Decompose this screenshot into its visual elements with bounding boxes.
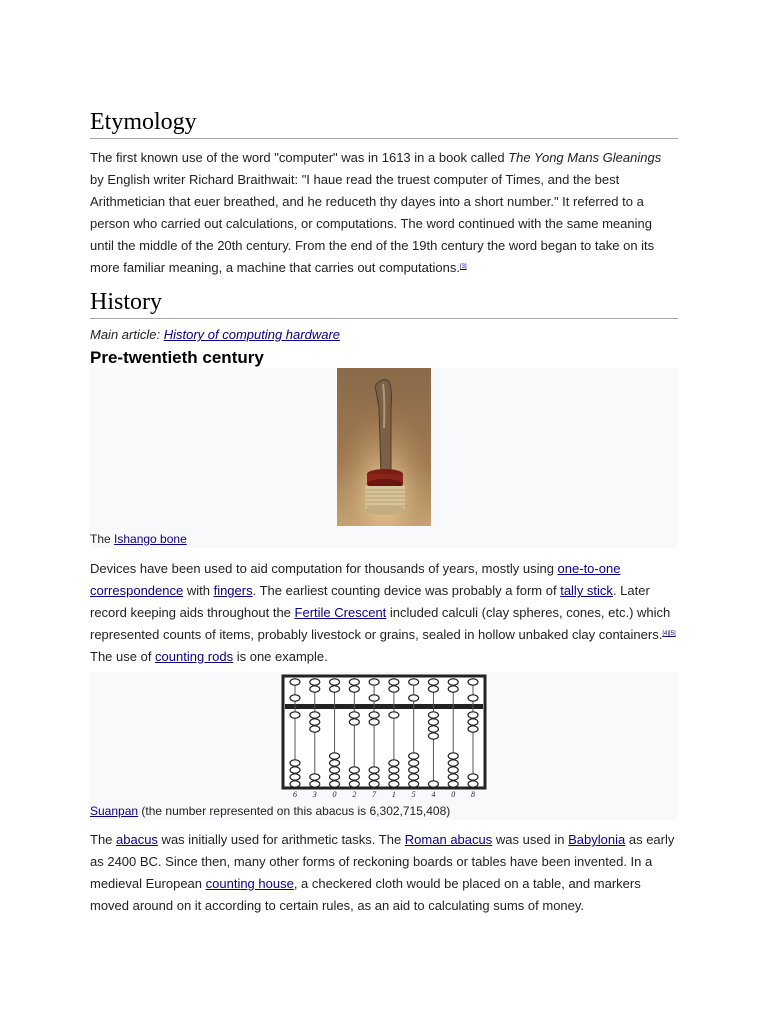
- abacus-bead: [428, 726, 438, 732]
- abacus-bead: [468, 712, 478, 718]
- babylonia-link[interactable]: Babylonia: [568, 832, 626, 847]
- devices-text-e: included calculi (clay spheres, cones, etc.) which represented counts of items, probably livestock or grains, sealed in hollow unbaked clay containers.: [90, 605, 671, 642]
- devices-text-c: . The earliest counting device was probably a form of: [252, 583, 561, 598]
- devices-text-a: Devices have been used to aid computation for thousands of years, mostly using: [90, 561, 558, 576]
- abacus-bead: [349, 686, 359, 692]
- abacus-bead: [310, 679, 320, 685]
- abacus-link[interactable]: abacus: [116, 832, 158, 847]
- abacus-bead: [428, 733, 438, 739]
- devices-text-b: with: [183, 583, 214, 598]
- abacus-bead: [448, 767, 458, 773]
- abacus-bead: [290, 760, 300, 766]
- abacus-bead: [389, 774, 399, 780]
- suanpan-figure: [90, 672, 678, 820]
- devices-text-d: . Later record keeping aids throughout the: [90, 583, 650, 620]
- abacus-bead: [330, 760, 340, 766]
- abacus-bead: [369, 695, 379, 701]
- abacus-digit-label: 8: [471, 790, 475, 799]
- abacus-bead: [349, 679, 359, 685]
- etymology-text-a: The first known use of the word "computer" was in 1613 in a book called: [90, 150, 509, 165]
- abacus-bead: [369, 767, 379, 773]
- main-article-link[interactable]: History of computing hardware: [163, 327, 341, 342]
- abacus-digit-label: 7: [372, 790, 377, 799]
- abacus-bead: [448, 686, 458, 692]
- abacus-digit-label: 5: [411, 790, 416, 799]
- abacus-bead: [409, 753, 419, 759]
- fertile-crescent-link[interactable]: Fertile Crescent: [294, 605, 387, 620]
- abacus-bead: [290, 774, 300, 780]
- hatnote-prefix: Main article:: [90, 327, 164, 342]
- abacus-bead: [349, 719, 359, 725]
- abacus-bead: [369, 719, 379, 725]
- abacus-bead: [369, 679, 379, 685]
- counting-house-link[interactable]: counting house: [205, 876, 294, 891]
- abacus-bead: [468, 726, 478, 732]
- abacus-bead: [310, 726, 320, 732]
- abacus-bead: [468, 679, 478, 685]
- abacus-bead: [389, 686, 399, 692]
- abacus-digit-label: 1: [391, 790, 396, 799]
- abacus-bead: [330, 767, 340, 773]
- abacus-bead: [369, 712, 379, 718]
- abacus-text-e: , a checkered cloth would be placed on a table, and markers moved around on it according to certain rules, as an aid to calculating sums of money.: [90, 876, 641, 913]
- abacus-digit-label: 2: [352, 790, 357, 799]
- etymology-heading: Etymology: [90, 108, 678, 139]
- abacus-bead: [389, 781, 399, 787]
- abacus-bead: [310, 781, 320, 787]
- history-heading: History: [90, 288, 678, 319]
- abacus-bead: [369, 781, 379, 787]
- abacus-bead: [448, 753, 458, 759]
- abacus-text-a: The: [90, 832, 117, 847]
- abacus-bead: [468, 695, 478, 701]
- abacus-bead: [409, 679, 419, 685]
- ishango-bone-image: [337, 368, 431, 526]
- abacus-bead: [409, 695, 419, 701]
- abacus-bead: [310, 686, 320, 692]
- abacus-bead: [468, 774, 478, 780]
- abacus-bead: [290, 679, 300, 685]
- reference-link[interactable]: [4][5]: [662, 631, 676, 637]
- ishango-caption: [90, 530, 187, 548]
- abacus-bead: [468, 781, 478, 787]
- abacus-bead: [290, 695, 300, 701]
- abacus-bead: [310, 774, 320, 780]
- etymology-text-b: by English writer Richard Braithwait: "I haue read the truest computer of Times, and the best Arithmetician that euer breathed, and he reduceth thy dayes into a short number." It referred to a person who carried out calculations, or computations. The word continued with the same meaning until the middle of the 20th century. From the end of the 19th century the word began to take on its more familiar meaning, a machine that carries out computations.: [90, 172, 655, 275]
- ishango-bone-link[interactable]: Ishango bone: [114, 532, 187, 546]
- abacus-digit-label: 0: [332, 790, 337, 799]
- abacus-bead: [330, 753, 340, 759]
- fingers-link[interactable]: fingers: [213, 583, 253, 598]
- abacus-bead: [349, 774, 359, 780]
- abacus-bead: [330, 679, 340, 685]
- abacus-bead: [330, 686, 340, 692]
- abacus-bead: [349, 767, 359, 773]
- abacus-bead: [349, 781, 359, 787]
- tally-stick-link[interactable]: tally stick: [560, 583, 613, 598]
- abacus-bead: [310, 719, 320, 725]
- abacus-bead: [409, 760, 419, 766]
- devices-paragraph: [90, 558, 678, 668]
- abacus-bead: [369, 774, 379, 780]
- abacus-bead: [290, 712, 300, 718]
- abacus-image: [281, 674, 487, 800]
- abacus-text-c: was used in: [492, 832, 569, 847]
- counting-rods-link[interactable]: counting rods: [155, 649, 234, 664]
- abacus-bead: [448, 679, 458, 685]
- abacus-bead: [389, 679, 399, 685]
- abacus-bead: [428, 679, 438, 685]
- ishango-figure: [90, 368, 678, 548]
- abacus-digit-label: 3: [312, 790, 317, 799]
- abacus-bead: [290, 767, 300, 773]
- devices-text-g: is one example.: [233, 649, 328, 664]
- abacus-bead: [310, 712, 320, 718]
- devices-text-f: The use of: [90, 649, 156, 664]
- abacus-bead: [428, 712, 438, 718]
- abacus-digit-label: 6: [293, 790, 297, 799]
- main-article-hatnote: [90, 325, 678, 345]
- abacus-bead: [330, 774, 340, 780]
- abacus-bead: [409, 767, 419, 773]
- abacus-text-b: was initially used for arithmetic tasks. The: [157, 832, 405, 847]
- abacus-bead: [448, 760, 458, 766]
- suanpan-link[interactable]: Suanpan: [90, 804, 139, 818]
- abacus-bead: [428, 686, 438, 692]
- abacus-paragraph: [90, 829, 678, 917]
- abacus-digit-label: 0: [451, 790, 456, 799]
- reference-link[interactable]: [3]: [459, 264, 467, 270]
- suanpan-caption: [90, 802, 450, 820]
- pre-twentieth-heading: Pre-twentieth century: [90, 348, 264, 367]
- one-to-one-link[interactable]: one-to-one correspondence: [90, 561, 621, 598]
- abacus-bead: [349, 712, 359, 718]
- roman-abacus-link[interactable]: Roman abacus: [404, 832, 493, 847]
- abacus-bead: [389, 767, 399, 773]
- abacus-bead: [389, 712, 399, 718]
- abacus-bead: [448, 774, 458, 780]
- abacus-bead: [409, 781, 419, 787]
- suanpan-caption-rest: (the number represented on this abacus is 6,302,715,408): [138, 804, 451, 818]
- etymology-paragraph: [90, 147, 678, 279]
- book-title: The Yong Mans Gleanings: [508, 150, 662, 165]
- abacus-bead: [428, 719, 438, 725]
- abacus-text-d: as early as 2400 BC. Since then, many other forms of reckoning boards or tables have been invented. In a medieval European: [90, 832, 675, 891]
- abacus-bead: [468, 719, 478, 725]
- abacus-bead: [389, 760, 399, 766]
- abacus-digit-label: 4: [431, 790, 436, 799]
- abacus-bead: [330, 781, 340, 787]
- abacus-bead: [409, 774, 419, 780]
- abacus-bead: [428, 781, 438, 787]
- abacus-bead: [448, 781, 458, 787]
- abacus-bead: [290, 781, 300, 787]
- caption-prefix: The: [90, 532, 115, 546]
